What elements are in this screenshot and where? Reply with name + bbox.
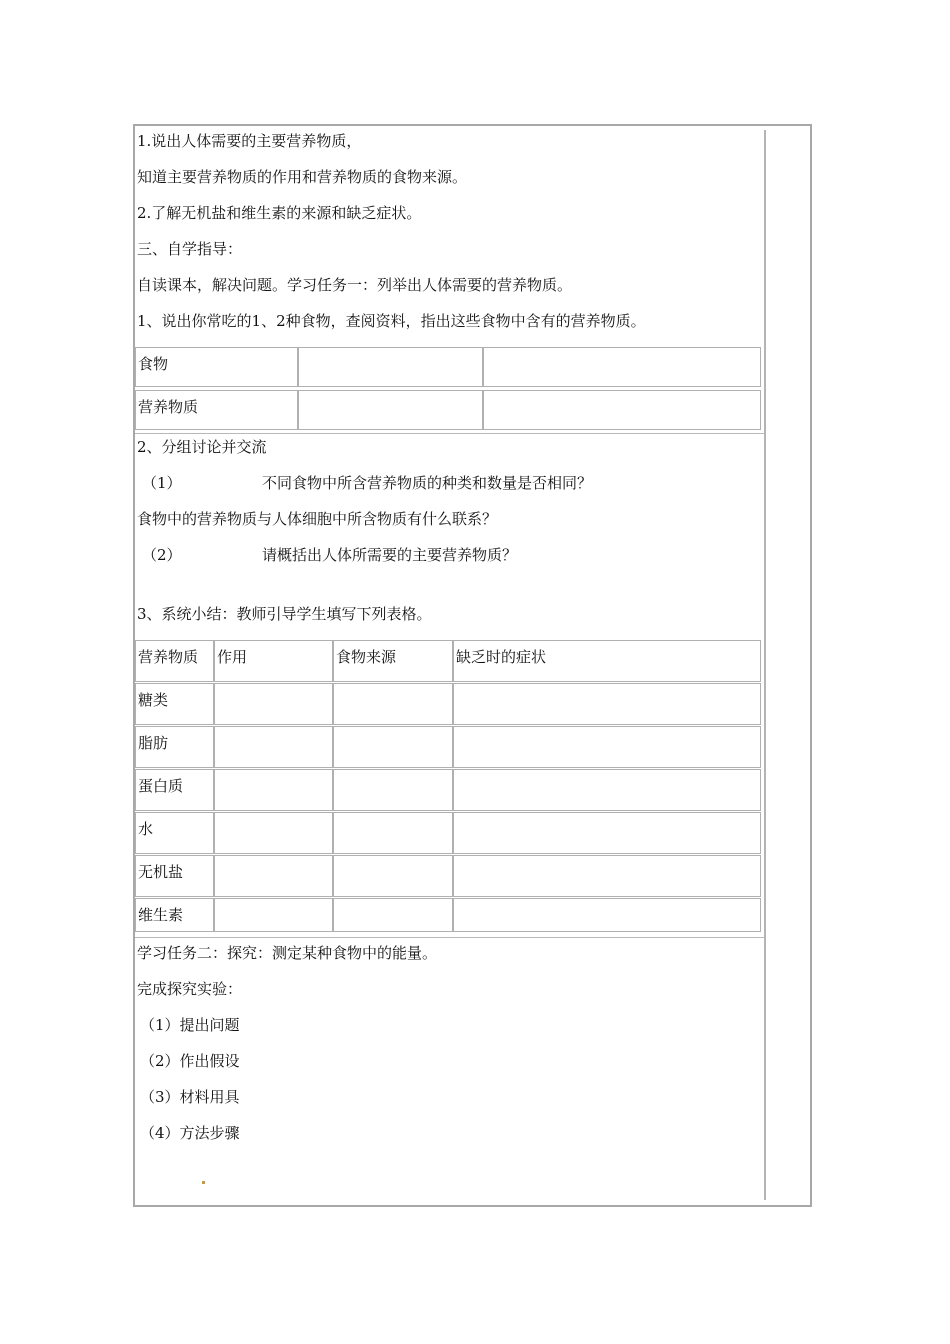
stray-dot bbox=[202, 1181, 205, 1184]
row-label-carbohydrate: 糖类 bbox=[135, 683, 214, 725]
task1-instruction: 1、说出你常吃的1、2种食物，查阅资料，指出这些食物中含有的营养物质。 bbox=[137, 312, 646, 330]
table-cell[interactable] bbox=[333, 855, 453, 897]
question-1-continued: 食物中的营养物质与人体细胞中所含物质有什么联系？ bbox=[137, 510, 498, 528]
question-2-text: 请概括出人体所需要的主要营养物质？ bbox=[262, 546, 518, 564]
section-heading: 三、自学指导： bbox=[137, 240, 243, 258]
row-separator bbox=[135, 937, 764, 938]
row-label-water: 水 bbox=[135, 812, 214, 854]
header-food-source: 食物来源 bbox=[333, 640, 453, 682]
table-cell[interactable] bbox=[214, 726, 333, 768]
task2-heading: 学习任务二：探究：测定某种食物中的能量。 bbox=[137, 944, 438, 962]
intro-line-3: 2.了解无机盐和维生素的来源和缺乏症状。 bbox=[137, 204, 422, 222]
intro-line-1: 1.说出人体需要的主要营养物质， bbox=[137, 132, 362, 150]
table-cell[interactable] bbox=[214, 812, 333, 854]
table-cell[interactable] bbox=[333, 769, 453, 811]
header-nutrient: 营养物质 bbox=[135, 640, 214, 682]
nutrient-cell-2[interactable] bbox=[483, 390, 761, 430]
right-column-divider bbox=[764, 130, 766, 1200]
table-cell[interactable] bbox=[333, 898, 453, 932]
discussion-heading: 2、分组讨论并交流 bbox=[137, 438, 267, 456]
row-label-vitamin: 维生素 bbox=[135, 898, 214, 932]
table-cell[interactable] bbox=[453, 726, 761, 768]
question-1-number: （1） bbox=[142, 474, 182, 492]
food-label-cell: 食物 bbox=[135, 347, 298, 387]
nutrient-cell-1[interactable] bbox=[298, 390, 483, 430]
question-2-number: （2） bbox=[142, 546, 182, 564]
row-label-mineral: 无机盐 bbox=[135, 855, 214, 897]
table-cell[interactable] bbox=[333, 812, 453, 854]
step-item: （2）作出假设 bbox=[140, 1052, 240, 1070]
table-cell[interactable] bbox=[214, 683, 333, 725]
table-cell[interactable] bbox=[453, 769, 761, 811]
table-cell[interactable] bbox=[214, 769, 333, 811]
row-label-protein: 蛋白质 bbox=[135, 769, 214, 811]
step-item: （4）方法步骤 bbox=[140, 1124, 240, 1142]
table-cell[interactable] bbox=[333, 683, 453, 725]
row-label-fat: 脂肪 bbox=[135, 726, 214, 768]
food-cell-1[interactable] bbox=[298, 347, 483, 387]
nutrient-label-cell: 营养物质 bbox=[135, 390, 298, 430]
table-cell[interactable] bbox=[214, 898, 333, 932]
table-cell[interactable] bbox=[453, 898, 761, 932]
step-item: （1）提出问题 bbox=[140, 1016, 240, 1034]
row-separator bbox=[135, 433, 764, 434]
intro-line-2: 知道主要营养物质的作用和营养物质的食物来源。 bbox=[137, 168, 468, 186]
summary-heading: 3、系统小结：教师引导学生填写下列表格。 bbox=[137, 605, 432, 623]
question-1-text: 不同食物中所含营养物质的种类和数量是否相同？ bbox=[262, 474, 593, 492]
table-cell[interactable] bbox=[453, 683, 761, 725]
header-deficiency: 缺乏时的症状 bbox=[453, 640, 761, 682]
step-item: （3）材料用具 bbox=[140, 1088, 240, 1106]
task2-subheading: 完成探究实验： bbox=[137, 980, 243, 998]
food-cell-2[interactable] bbox=[483, 347, 761, 387]
table-cell[interactable] bbox=[453, 812, 761, 854]
table-cell[interactable] bbox=[333, 726, 453, 768]
table-cell[interactable] bbox=[453, 855, 761, 897]
header-function: 作用 bbox=[214, 640, 333, 682]
table-cell[interactable] bbox=[214, 855, 333, 897]
task1-heading: 自读课本，解决问题。学习任务一：列举出人体需要的营养物质。 bbox=[137, 276, 573, 294]
